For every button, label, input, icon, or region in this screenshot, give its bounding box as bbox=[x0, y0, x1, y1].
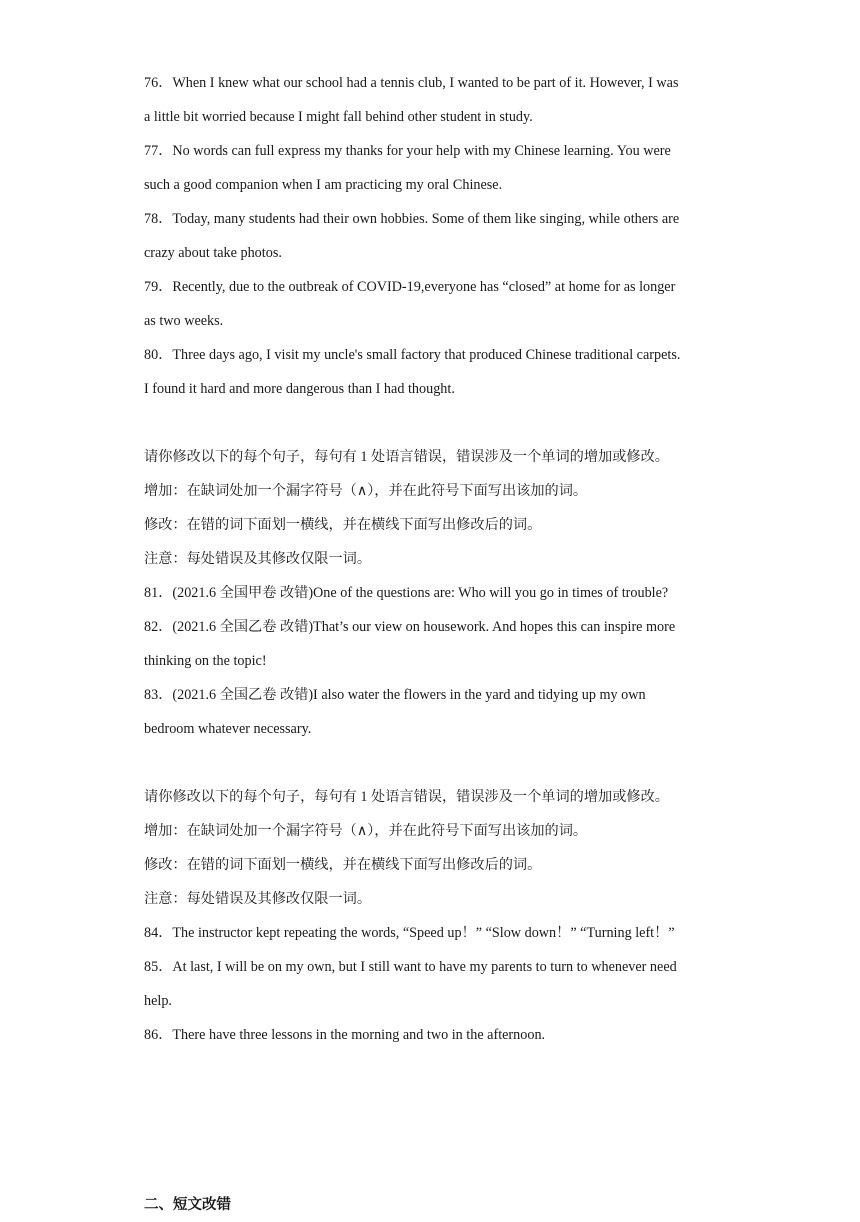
text-line: thinking on the topic! bbox=[144, 653, 267, 669]
document-page bbox=[144, 66, 724, 1222]
text-line: 83．(2021.6 全国乙卷 改错)I also water the flowers in the yard and tidying up my own bbox=[144, 687, 646, 703]
instruction-line: 修改：在错的词下面划一横线，并在横线下面写出修改后的词。 bbox=[144, 857, 542, 873]
question-block-84-86 bbox=[144, 916, 724, 1052]
instruction-line: 增加：在缺词处加一个漏字符号（∧），并在此符号下面写出该加的词。 bbox=[144, 483, 588, 499]
instruction-line: 修改：在错的词下面划一横线，并在横线下面写出修改后的词。 bbox=[144, 517, 542, 533]
text-line: a little bit worried because I might fall behind other student in study. bbox=[144, 109, 533, 125]
spacer bbox=[144, 746, 724, 780]
text-line: such a good companion when I am practicing my oral Chinese. bbox=[144, 177, 503, 193]
question-block-76-80 bbox=[144, 66, 724, 406]
instruction-line: 注意：每处错误及其修改仅限一词。 bbox=[144, 551, 372, 567]
instruction-line: 增加：在缺词处加一个漏字符号（∧），并在此符号下面写出该加的词。 bbox=[144, 823, 588, 839]
instruction-line: 请你修改以下的每个句子，每句有 1 处语言错误，错误涉及一个单词的增加或修改。 bbox=[144, 449, 669, 465]
text-line: 79．Recently, due to the outbreak of COVID-19,everyone has “closed” at home for as longer bbox=[144, 279, 676, 295]
text-line: 78．Today, many students had their own hobbies. Some of them like singing, while others are bbox=[144, 211, 680, 227]
text-line: I found it hard and more dangerous than I had thought. bbox=[144, 381, 455, 397]
text-line: help. bbox=[144, 993, 172, 1009]
spacer bbox=[144, 1120, 724, 1188]
section-heading: 二、短文改错 bbox=[144, 1197, 231, 1213]
spacer bbox=[144, 406, 724, 440]
instructions-block bbox=[144, 780, 724, 916]
text-line: 77．No words can full express my thanks for your help with my Chinese learning. You were bbox=[144, 143, 671, 159]
instruction-line: 注意：每处错误及其修改仅限一词。 bbox=[144, 891, 372, 907]
text-line: 82．(2021.6 全国乙卷 改错)That’s our view on housework. And hopes this can inspire more bbox=[144, 619, 676, 635]
text-line: 84．The instructor kept repeating the words, “Speed up！” “Slow down！” “Turning left！” bbox=[144, 925, 675, 941]
text-line: crazy about take photos. bbox=[144, 245, 282, 261]
instructions-block bbox=[144, 440, 724, 576]
text-line: 76．When I knew what our school had a tennis club, I wanted to be part of it. However, I was bbox=[144, 75, 679, 91]
text-line: bedroom whatever necessary. bbox=[144, 721, 312, 737]
instruction-line: 请你修改以下的每个句子，每句有 1 处语言错误，错误涉及一个单词的增加或修改。 bbox=[144, 789, 669, 805]
text-line: 81．(2021.6 全国甲卷 改错)One of the questions are: Who will you go in times of trouble? bbox=[144, 585, 669, 601]
text-line: 80．Three days ago, I visit my uncle's small factory that produced Chinese traditional carpets. bbox=[144, 347, 681, 363]
text-line: 85．At last, I will be on my own, but I still want to have my parents to turn to whenever need bbox=[144, 959, 677, 975]
text-line: as two weeks. bbox=[144, 313, 224, 329]
text-line: 86．There have three lessons in the morning and two in the afternoon. bbox=[144, 1027, 546, 1043]
question-block-81-83 bbox=[144, 576, 724, 746]
spacer bbox=[144, 1052, 724, 1120]
